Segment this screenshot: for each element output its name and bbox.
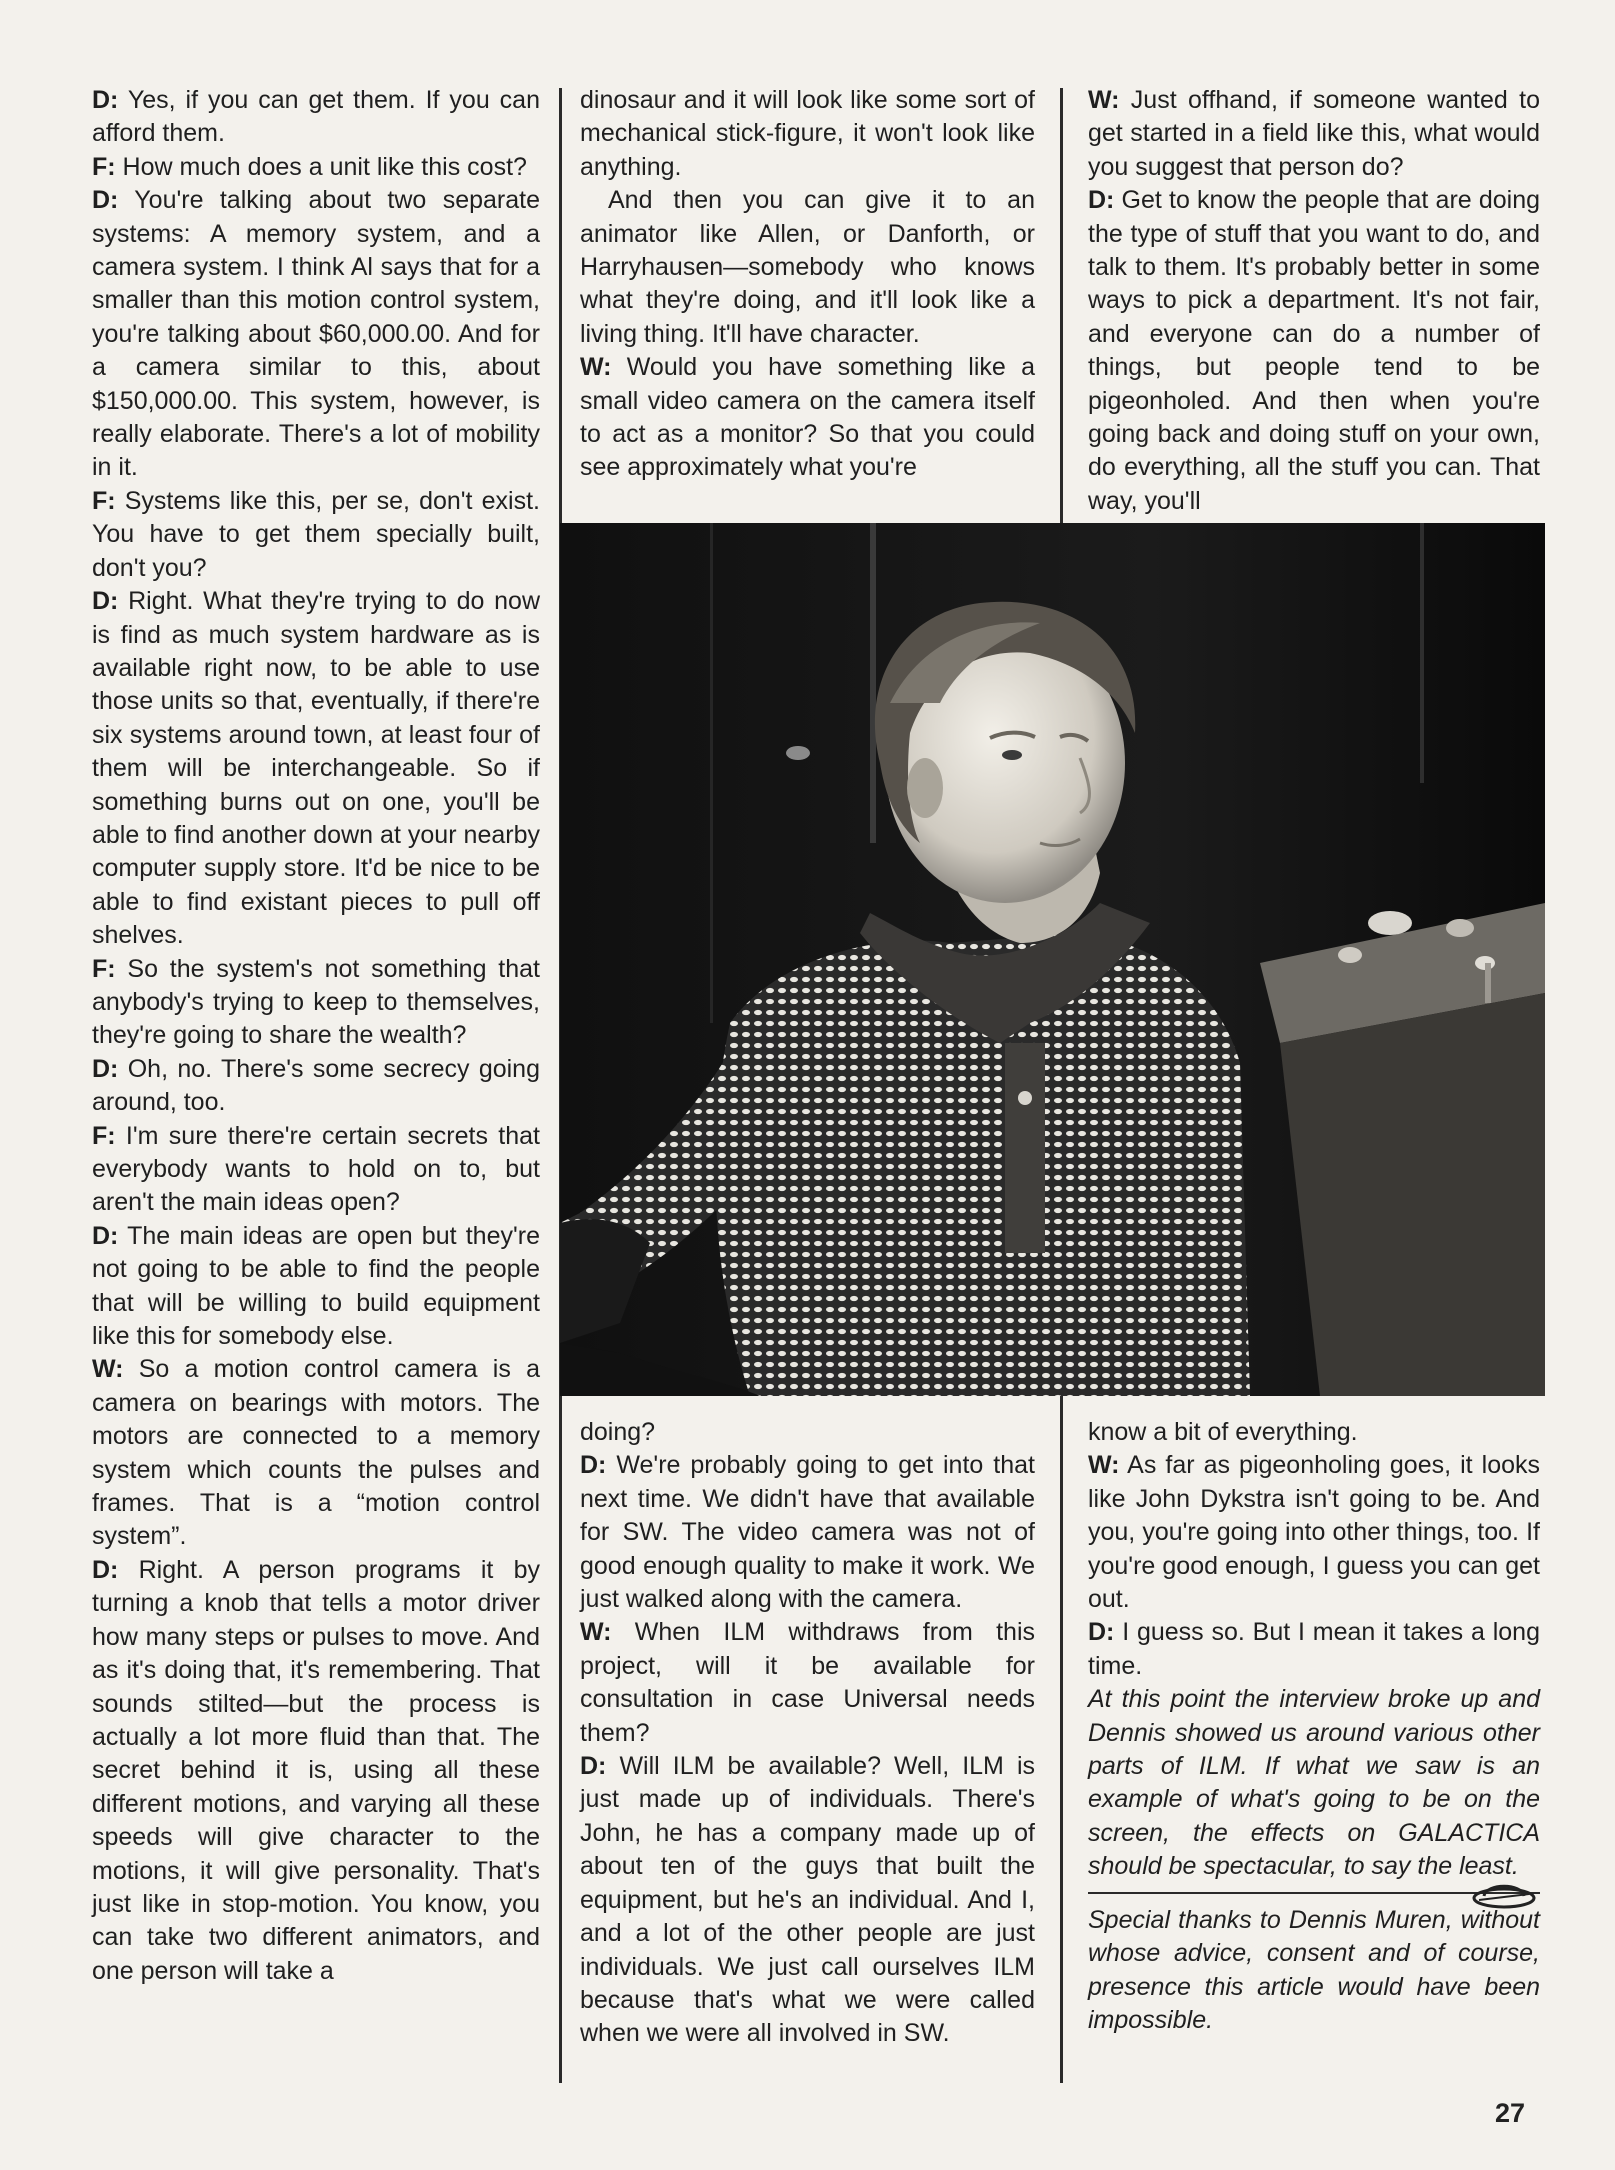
dialogue-paragraph <box>92 1554 540 1988</box>
dialogue-paragraph <box>92 1353 540 1553</box>
dialogue-paragraph <box>1088 184 1540 518</box>
column-left <box>92 84 540 1988</box>
dialogue-text: Right. What they're trying to do now is find as much system hardware as is available right now, to be able to use those units so that, eventually, if there're six systems around town, at least four of them will be interchangeable. So if something burns out on one, you'll be able to find another down at your nearby computer supply store. It'd be nice to be able to find existant pieces to pull off shelves. <box>92 587 540 950</box>
dialogue-paragraph <box>92 1053 540 1120</box>
column-middle-bottom <box>580 1416 1035 2051</box>
special-thanks: Special thanks to Dennis Muren, without whose advice, consent and of course, presence this article would have been impossible. <box>1088 1905 1540 2034</box>
speaker-label: W: <box>580 353 612 382</box>
speaker-label: D: <box>92 86 119 114</box>
dialogue-text: So a motion control camera is a camera on bearings with motors. The motors are connected to a memory system which counts the pulses and frames. That is a “motion control system”. <box>92 1355 540 1551</box>
column-rule-right-top <box>1060 88 1063 523</box>
flying-saucer-icon <box>1471 1876 1537 1916</box>
dialogue-text: As far as pigeonholing goes, it looks like John Dykstra isn't going to be. And you, you're going into other things, too. If you're good enough, I guess you can get out. <box>1088 1451 1540 1614</box>
speaker-label: F: <box>92 954 116 983</box>
dialogue-paragraph <box>92 1120 540 1220</box>
dialogue-text: The main ideas are open but they're not going to be able to find the people that will be willing to build equipment like this for somebody else. <box>92 1221 540 1351</box>
dialogue-text: Just offhand, if someone wanted to get started in a field like this, what would you suggest that person do? <box>1088 86 1540 181</box>
dialogue-text: Will ILM be available? Well, ILM is just made up of individuals. There's John, he has a company made up of about ten of the guys that built the equipment, but he's an individual. And I, and a lot of the other people are just individuals. We just call ourselves ILM because that's what we were called when we were all involved in SW. <box>580 1752 1035 2048</box>
page-number: 27 <box>1495 2098 1526 2128</box>
dialogue-paragraph <box>580 1750 1035 2051</box>
speaker-label: D: <box>92 1555 119 1584</box>
dialogue-paragraph <box>92 953 540 1053</box>
dialogue-paragraph <box>580 351 1035 485</box>
dialogue-paragraph <box>92 585 540 952</box>
dialogue-paragraph <box>580 84 1035 184</box>
dialogue-text: Right. A person programs it by turning a knob that tells a motor driver how many steps or pulses to move. And as it's doing that, it's remembering. That sounds stilted—but the process is actually a lot more fluid than that. The secret behind it is, using all these different motions, and varying all these speeds will give character to the motions, it will give personality. That's just like in stop-motion. You know, you can take two different animators, and one person will take a <box>92 1555 540 1985</box>
speaker-label: D: <box>92 587 119 616</box>
speaker-label: D: <box>1088 186 1115 215</box>
speaker-label: W: <box>92 1355 124 1384</box>
dialogue-text: So the system's not something that anybody's trying to keep to themselves, they're going to share the wealth? <box>92 954 540 1050</box>
column-rule-right-bottom <box>1060 1396 1063 2083</box>
dialogue-paragraph <box>580 1616 1035 1750</box>
dialogue-paragraph <box>580 184 1035 351</box>
dialogue-text: And then you can give it to an animator like Allen, or Danforth, or Harryhausen—somebody who knows what they're doing, and it'll look like a living thing. It'll have character. <box>580 186 1035 348</box>
dialogue-text: dinosaur and it will look like some sort of mechanical stick-figure, it won't look like anything. <box>580 86 1035 181</box>
dialogue-text: I'm sure there're certain secrets that everybody wants to hold on to, but aren't the main ideas open? <box>92 1121 540 1217</box>
dialogue-paragraph <box>1088 1616 1540 1683</box>
speaker-label: D: <box>580 1752 607 1781</box>
speaker-label: W: <box>1088 86 1120 114</box>
speaker-label: W: <box>580 1618 612 1647</box>
dialogue-text: doing? <box>580 1418 656 1446</box>
dialogue-paragraph <box>1088 1449 1540 1616</box>
dialogue-text: Get to know the people that are doing the type of stuff that you want to do, and talk to them. It's probably better in some ways to pick a department. It's not fair, and everyone can do a number of things, but people tend to be pigeonholed. And then when you're going back and doing stuff on your own, do everything, all the stuff you can. That way, you'll <box>1088 186 1540 515</box>
speaker-label: F: <box>92 486 116 515</box>
dialogue-paragraph <box>580 1449 1035 1616</box>
dialogue-paragraph <box>92 151 540 184</box>
speaker-label: D: <box>92 1054 119 1083</box>
closing-paragraph: At this point the interview broke up and Dennis showed us around various other parts of ILM. If what we saw is an example of what's going to be on the screen, the effects on GALACTICA should be spectacular, to say the least. <box>1088 1685 1540 1881</box>
speaker-label: D: <box>1088 1618 1115 1647</box>
photo-illustration <box>560 523 1545 1396</box>
speaker-label: W: <box>1088 1451 1120 1480</box>
dialogue-paragraph <box>580 1416 1035 1449</box>
column-middle-top <box>580 84 1035 485</box>
dialogue-text: When ILM withdraws from this project, will it be available for consultation in case Universal needs them? <box>580 1618 1035 1747</box>
dialogue-text: How much does a unit like this cost? <box>115 152 527 181</box>
dialogue-paragraph <box>1088 1416 1540 1449</box>
dialogue-paragraph <box>92 84 540 151</box>
dialogue-paragraph <box>92 1220 540 1354</box>
speaker-label: D: <box>92 186 119 215</box>
dialogue-paragraph <box>92 184 540 485</box>
dialogue-block <box>1088 1416 1540 1683</box>
dialogue-paragraph <box>1088 84 1540 184</box>
dialogue-text: I guess so. But I mean it takes a long time. <box>1088 1618 1540 1680</box>
speaker-label: D: <box>92 1221 119 1250</box>
column-right-top <box>1088 84 1540 518</box>
speaker-label: D: <box>580 1451 607 1480</box>
dialogue-text: You're talking about two separate systems: A memory system, and a camera system. I think Al says that for a smaller than this motion control system, you're talking about $60,000.00. And for a camera similar to this, about $150,000.00. This system, however, is really elaborate. There's a lot of mobility in it. <box>92 186 540 482</box>
column-right-bottom <box>1088 1416 1540 2037</box>
interview-photo <box>560 523 1545 1396</box>
speaker-label: F: <box>92 152 116 181</box>
dialogue-text: Yes, if you can get them. If you can afford them. <box>92 86 540 148</box>
dialogue-text: Would you have something like a small video camera on the camera itself to act as a monitor? So that you could see approximately what you're <box>580 353 1035 482</box>
dialogue-paragraph <box>92 485 540 585</box>
dialogue-text: Systems like this, per se, don't exist. You have to get them specially built, don't you? <box>92 486 540 582</box>
speaker-label: F: <box>92 1121 116 1150</box>
dialogue-text: Oh, no. There's some secrecy going around, too. <box>92 1054 540 1117</box>
dialogue-text: We're probably going to get into that next time. We didn't have that available for SW. The video camera was not of good enough quality to make it work. We just walked along with the camera. <box>580 1451 1035 1614</box>
dialogue-text: know a bit of everything. <box>1088 1418 1358 1446</box>
